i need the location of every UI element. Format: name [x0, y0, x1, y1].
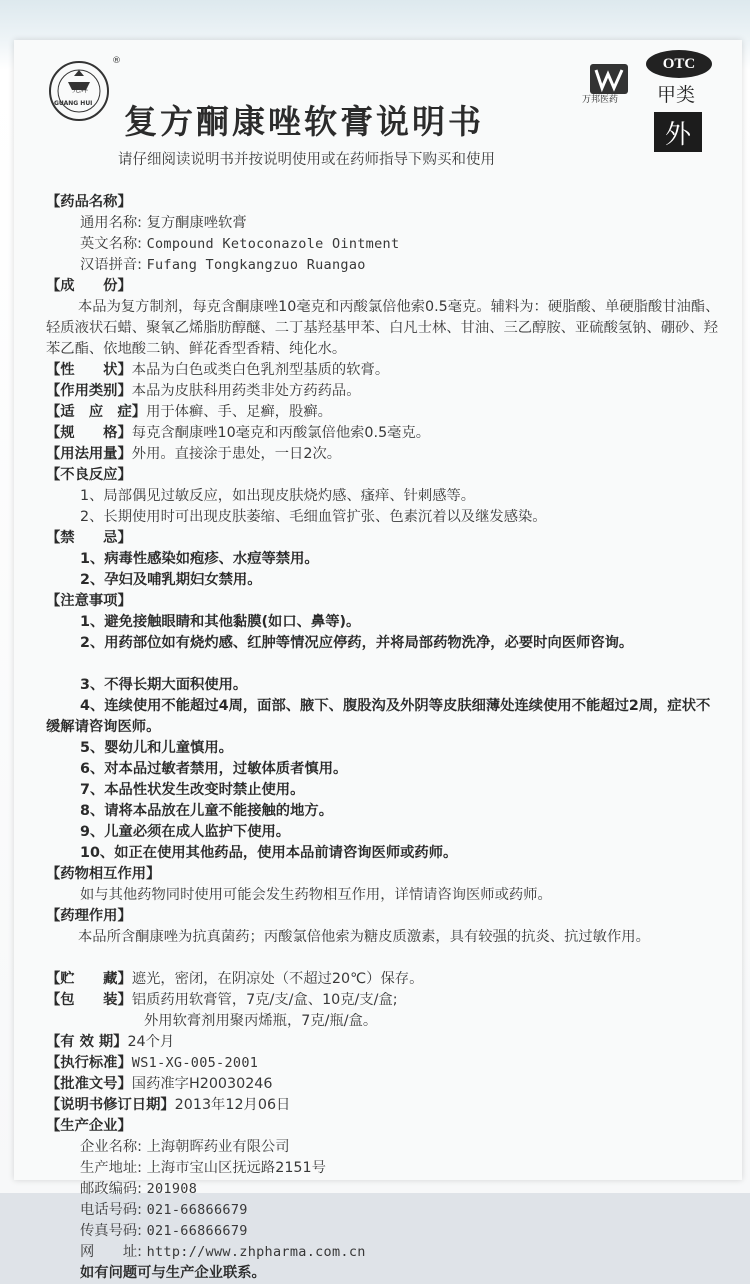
pinyin-value: Fufang Tongkangzuo Ruangao	[146, 257, 366, 273]
precaution-item: 7、本品性状发生改变时禁止使用。	[80, 782, 305, 798]
wanbang-label: 万邦医药	[582, 95, 619, 105]
storage-text: 遮光，密闭，在阴凉处（不超过20℃）保存。	[131, 971, 424, 987]
indications-text: 用于体癣、手、足癣，股癣。	[146, 404, 332, 420]
manufacturer-footer: 如有问题可与生产企业联系。	[80, 1265, 266, 1281]
generic-name-value: 复方酮康唑软膏	[146, 215, 247, 231]
properties-text: 本品为白色或类白色乳剂型基质的软膏。	[131, 362, 390, 378]
interactions-heading: 【药物相互作用】	[46, 866, 161, 882]
generic-name-row	[80, 213, 247, 234]
manufacturer-phone-label: 电话号码:	[80, 1202, 143, 1218]
contraindication-item: 1、病毒性感染如疱疹、水痘等禁用。	[80, 551, 319, 567]
manufacturer-name-row	[80, 1137, 290, 1158]
english-name-value: Compound Ketoconazole Ointment	[146, 236, 400, 252]
package-line: 铝质药用软膏管，7克/支/盒、10克/支/盒;	[131, 992, 398, 1008]
page-subtitle: 请仔细阅读说明书并按说明使用或在药师指导下购买和使用	[118, 152, 495, 168]
package-row	[46, 990, 398, 1011]
manufacturer-phone-row	[80, 1200, 248, 1221]
precaution-item: 8、请将本品放在儿童不能接触的地方。	[80, 803, 333, 819]
revision-row	[46, 1095, 290, 1116]
contraindication-item: 2、孕妇及哺乳期妇女禁用。	[80, 572, 262, 588]
manufacturer-fax-row	[80, 1221, 248, 1242]
properties-heading: 【性 状】	[46, 362, 132, 378]
page-title: 复方酮康唑软膏说明书	[124, 102, 484, 141]
specification-text: 每克含酮康唑10毫克和丙酸氯倍他索0.5毫克。	[131, 425, 431, 441]
logo-cn-text: 光辉	[72, 85, 88, 94]
usage-text: 外用。直接涂于患处，一日2次。	[131, 446, 342, 462]
validity-heading: 【有 效 期】	[46, 1034, 128, 1050]
ingredients-heading: 【成 份】	[46, 278, 132, 294]
pinyin-label: 汉语拼音:	[80, 257, 143, 273]
otc-class: 甲类	[657, 84, 696, 106]
adverse-item: 1、局部偶见过敏反应，如出现皮肤烧灼感、瘙痒、针刺感等。	[80, 488, 476, 504]
usage-heading: 【用法用量】	[46, 446, 132, 462]
manufacturer-phone-value: 021-66866679	[146, 1202, 248, 1218]
external-use-badge: 外	[654, 112, 702, 152]
manufacturer-heading: 【生产企业】	[46, 1118, 132, 1134]
manufacturer-postcode-label: 邮政编码:	[80, 1181, 143, 1197]
generic-name-label: 通用名称:	[80, 215, 143, 231]
pinyin-row	[80, 255, 366, 276]
precaution-item: 1、避免接触眼睛和其他黏膜(如口、鼻等)。	[80, 614, 361, 630]
manufacturer-web-value: http://www.zhpharma.com.cn	[146, 1244, 366, 1260]
precaution-item: 5、婴幼儿和儿童慎用。	[80, 740, 233, 756]
storage-heading: 【贮 藏】	[46, 971, 132, 987]
ingredients-text: 本品为复方制剂，每克含酮康唑10毫克和丙酸氯倍他索0.5毫克。辅料为：硬脂酸、单硬脂酸甘油酯、轻质液状石蜡、聚氧乙烯脂肪醇醚、二丁基羟基甲苯、白凡士林、甘油、三乙醇胺、亚硫酸氢钠、硼砂、羟苯乙酯、依地酸二钠、鲜花香型香精、纯化水。	[46, 299, 720, 357]
approval-heading: 【批准文号】	[46, 1076, 132, 1092]
precaution-item: 6、对本品过敏者禁用，过敏体质者慎用。	[80, 761, 348, 777]
english-name-label: 英文名称:	[80, 236, 143, 252]
approval-text: 国药准字H20030246	[131, 1076, 273, 1092]
manufacturer-web-row	[80, 1242, 366, 1263]
otc-badge: OTC	[646, 50, 712, 78]
manufacturer-postcode-value: 201908	[146, 1181, 198, 1197]
manufacturer-postcode-row	[80, 1179, 197, 1200]
contraindications-heading: 【禁 忌】	[46, 530, 132, 546]
registered-mark: ®	[112, 56, 121, 66]
precaution-item: 3、不得长期大面积使用。	[80, 677, 248, 693]
package-heading: 【包 装】	[46, 992, 132, 1008]
manufacturer-address-row	[80, 1158, 326, 1179]
manufacturer-name-value: 上海朝晖药业有限公司	[146, 1139, 290, 1155]
adverse-heading: 【不良反应】	[46, 467, 132, 483]
category-row	[46, 381, 361, 402]
validity-row	[46, 1032, 174, 1053]
precaution-item: 2、用药部位如有烧灼感、红肿等情况应停药，并将局部药物洗净，必要时向医师咨询。	[80, 635, 634, 651]
approval-row	[46, 1074, 273, 1095]
manufacturer-address-label: 生产地址:	[80, 1160, 143, 1176]
manufacturer-web-label: 网 址:	[80, 1244, 143, 1260]
standard-row	[46, 1053, 258, 1074]
manufacturer-name-label: 企业名称:	[80, 1139, 143, 1155]
standard-heading: 【执行标准】	[46, 1055, 132, 1071]
specification-row	[46, 423, 430, 444]
revision-text: 2013年12月06日	[174, 1097, 291, 1113]
adverse-item: 2、长期使用时可出现皮肤萎缩、毛细血管扩张、色素沉着以及继发感染。	[80, 509, 547, 525]
precautions-heading: 【注意事项】	[46, 593, 132, 609]
properties-row	[46, 360, 389, 381]
manufacturer-address-value: 上海市宝山区抚远路2151号	[146, 1160, 326, 1176]
interactions-text: 如与其他药物同时使用可能会发生药物相互作用，详情请咨询医师或药师。	[80, 887, 552, 903]
specification-heading: 【规 格】	[46, 425, 132, 441]
indications-row	[46, 402, 332, 423]
usage-row	[46, 444, 341, 465]
indications-heading: 【适 应 症】	[46, 404, 147, 420]
category-heading: 【作用类别】	[46, 383, 132, 399]
pharmacology-text: 本品所含酮康唑为抗真菌药；丙酸氯倍他索为糖皮质激素，具有较强的抗炎、抗过敏作用。	[78, 929, 650, 945]
drug-name-heading: 【药品名称】	[46, 194, 132, 210]
revision-heading: 【说明书修订日期】	[46, 1097, 175, 1113]
english-name-row	[80, 234, 399, 255]
package-line: 外用软膏剂用聚丙烯瓶，7克/瓶/盒。	[144, 1013, 378, 1029]
pharmacology-heading: 【药理作用】	[46, 908, 132, 924]
standard-text: WS1-XG-005-2001	[131, 1055, 259, 1071]
precaution-item: 9、儿童必须在成人监护下使用。	[80, 824, 291, 840]
manufacturer-fax-value: 021-66866679	[146, 1223, 248, 1239]
precaution-item: 10、如正在使用其他药品，使用本品前请咨询医师或药师。	[80, 845, 458, 861]
category-text: 本品为皮肤科用药类非处方药药品。	[131, 383, 361, 399]
precaution-item: 4、连续使用不能超过4周，面部、腋下、腹股沟及外阴等皮肤细薄处连续使用不能超过2周，症状不缓解请咨询医师。	[46, 698, 711, 735]
logo-text: GUANG HUI	[54, 100, 93, 107]
manufacturer-fax-label: 传真号码:	[80, 1223, 143, 1239]
storage-row	[46, 969, 423, 990]
validity-text: 24个月	[127, 1034, 175, 1050]
